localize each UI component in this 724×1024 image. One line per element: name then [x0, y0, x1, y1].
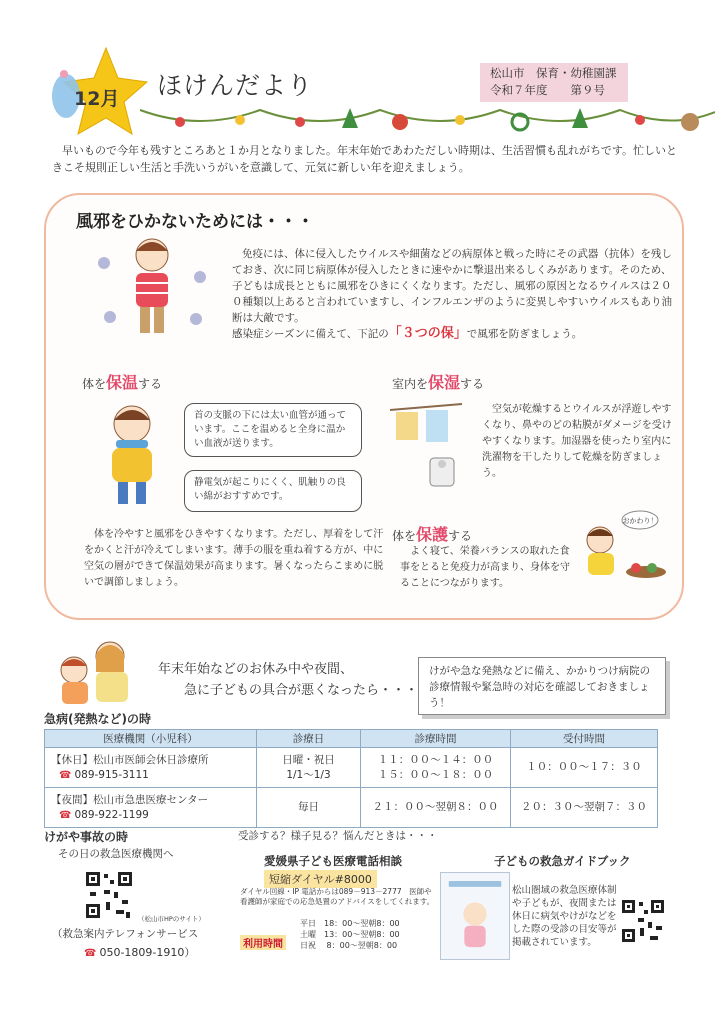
- hours-saturday: 土曜 13：00～翌朝8：00: [300, 930, 400, 939]
- clinic-table: [44, 729, 658, 828]
- month-label: 12月: [74, 88, 120, 110]
- header-facility: 医療機関（小児科）: [45, 730, 257, 748]
- office-info: [480, 63, 628, 102]
- dial-note: ダイヤル回線・IP 電話からは089－913－2777 医師や看護師が家庭での応急処置のアドバイスをしてくれます。: [240, 887, 435, 906]
- reception-cell: １０：００～１７：３０: [511, 748, 658, 788]
- days-cell: 日曜・祝日 1/1～1/3: [257, 748, 361, 788]
- protect-paragraph: よく寝て、栄養バランスの取れた食事をとると免疫力が高まり、身体を守ることにつながります。: [400, 546, 570, 589]
- boy-scarf-illustration: [82, 398, 182, 508]
- qr-code-icon[interactable]: [84, 870, 134, 920]
- hours-cell: ２１：００～翌朝８：００: [361, 788, 511, 828]
- facility-name: 【夜間】松山市急患医療センター: [51, 793, 209, 806]
- consult-heading: 受診する？様子見る？悩んだときは・・・: [238, 830, 438, 842]
- days-cell: 毎日: [257, 788, 361, 828]
- laundry-humidifier-illustration: [386, 400, 470, 490]
- cotton-tip-bubble: 静電気が起こりにくく、肌触りの良い綿がおすすめです。: [184, 470, 362, 512]
- intro-text: 早いもので今年も残すところあと１か月となりました。年末年始であわただしい時期は、生活習慣も乱れがちです。忙しいときこそ規則正しい生活と手洗いうがいを意識して、元気に新しい年を迎えましょう。: [52, 144, 678, 174]
- page-title: ほけんだより: [157, 71, 314, 100]
- immunity-paragraph: 免疫には、体に侵入したウイルスや細菌などの病原体と戦った時にその武器（抗体）を残しておき、次に同じ病原体が侵入したときに速やかに撃退出来るしくみがあります。そのため、子どもは成長とともに風邪をひきにくくなります。ただし、風邪の原因となるウイルスは２００種類以上あると言われていますし、インフルエンザのように変異しやすいウイルスもあり油断は大敵です。: [232, 248, 672, 324]
- facility-cell: [45, 788, 257, 828]
- check-info-notice: けがや急な発熱などに備え、かかりつけ病院の診療情報や緊急時の対応を確認しておきましょう！: [418, 657, 666, 715]
- hours-label: 利用時間: [240, 935, 286, 950]
- guidebook-title: 子どもの救急ガイドブック: [494, 854, 631, 868]
- warm-paragraph: 体を冷やすと風邪をひきやすくなります。ただし、厚着をして汗をかくと汗が冷えてしまいます。薄手の服を重ね着する方が、中に空気の層ができて保温効果が高まります。暑くなったらこまめに脱いで調節しましょう。: [84, 529, 384, 588]
- facility-name: 【休日】松山市医師会休日診療所: [51, 753, 209, 766]
- guidebook-cover-image: [440, 872, 510, 960]
- qr-code-icon[interactable]: [620, 898, 666, 944]
- table-row: [45, 788, 658, 828]
- guidebook-paragraph: 松山圏域の救急医療体制や子どもが、夜間または休日に病気やけがなどをした際の受診の目安等が掲載されています。: [512, 885, 617, 948]
- phone-icon: ☎: [59, 769, 72, 781]
- injury-title: けがや事故の時: [44, 830, 129, 844]
- warm-heading: 体を保温する: [82, 373, 163, 392]
- header-days: 診療日: [257, 730, 361, 748]
- telephone-service-label: （救急案内テレフォンサービス: [52, 928, 199, 940]
- reception-cell: ２０：３０～翌朝７：３０: [511, 788, 658, 828]
- phone-icon: ☎: [59, 809, 72, 821]
- boy-illustration: [92, 233, 218, 343]
- injury-subtitle: その日の救急医療機関へ: [58, 848, 174, 860]
- night-heading-line2: 急に子どもの具合が悪くなったら・・・: [184, 683, 419, 698]
- telephone-service-number[interactable]: ☎ 050-1809-1910）: [84, 946, 196, 959]
- humid-heading: 室内を保湿する: [392, 373, 485, 392]
- hours-holiday: 日祝 8：00～翌朝8：00: [300, 941, 398, 950]
- three-ho-keyword: 「３つの保」: [388, 326, 467, 341]
- short-dial-number[interactable]: 短縮ダイヤル#8000: [264, 870, 377, 888]
- cold-section-title: 風邪をひかないためには・・・: [76, 212, 314, 232]
- neck-tip-bubble: 首の支脈の下には太い血管が通っています。ここを温めると全身に温かい血液が送ります。: [184, 403, 362, 457]
- facility-cell: [45, 748, 257, 788]
- hours-list: [300, 918, 400, 951]
- ehime-consult-title: 愛媛県子ども医療電話相談: [264, 854, 402, 868]
- facility-phone[interactable]: 089-922-1199: [74, 808, 149, 821]
- night-heading: [158, 659, 418, 701]
- qr-note: （松山市HPのサイト）: [138, 915, 205, 923]
- hours-cell: １１：００～１４：００ １５：００～１８：００: [361, 748, 511, 788]
- table-row: [45, 748, 658, 788]
- phone-icon: ☎: [84, 948, 97, 959]
- girl-eating-illustration: [570, 510, 678, 590]
- parent-child-illustration: [40, 636, 146, 706]
- christmas-garland: [140, 100, 715, 140]
- humid-paragraph: 空気が乾燥するとウイルスが浮遊しやすくなり、鼻やのどの粘膜がダメージを受けやすくなります。加湿器を使ったり室内に洗濯物を干したりして乾燥を防ぎましょう。: [482, 404, 672, 479]
- emergency-section-title: 急病(発熱など)の時: [44, 712, 151, 726]
- issue-number: 令和７年度 第９号: [490, 83, 605, 97]
- night-heading-line1: 年末年始などのお休み中や夜間、: [158, 662, 354, 677]
- facility-phone[interactable]: 089-915-3111: [74, 768, 149, 781]
- three-ho-intro: 感染症シーズンに備えて、下記の「３つの保」で風邪を防ぎましょう。: [232, 326, 583, 341]
- office-name: 松山市 保育・幼稚園課: [490, 66, 617, 80]
- girl-speech-text: おかわり！: [622, 517, 658, 525]
- hours-weekday: 平日 18：00～翌朝8：00: [300, 919, 400, 928]
- header-hours: 診療時間: [361, 730, 511, 748]
- protect-heading: 体を保護する: [392, 525, 473, 544]
- header-reception: 受付時間: [511, 730, 658, 748]
